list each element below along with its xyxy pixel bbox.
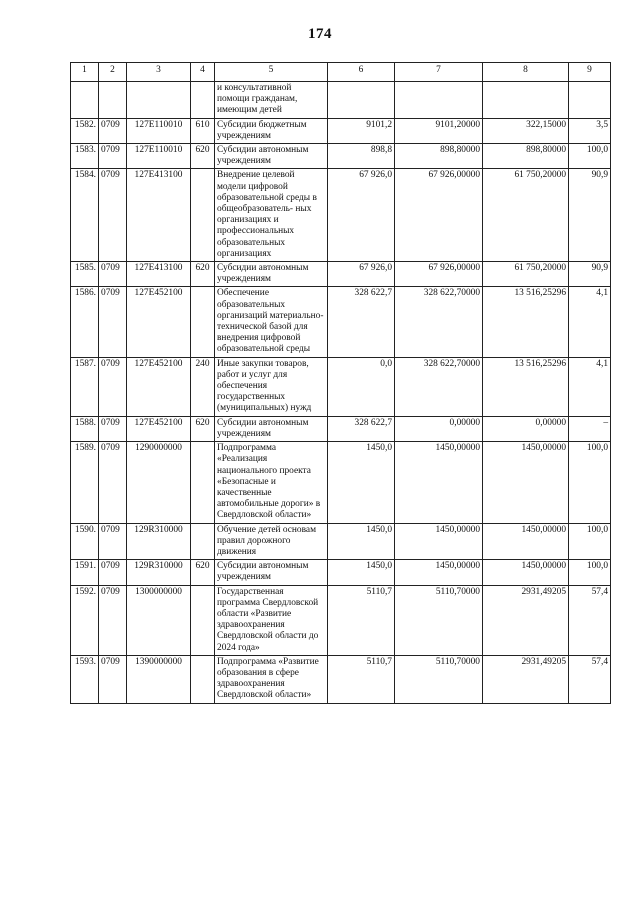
section-code-cell	[99, 82, 127, 119]
execution-percent-cell: 100,0	[569, 560, 611, 585]
plan-amount-cell: 898,8	[328, 144, 395, 169]
item-name-cell: Обучение детей основам правил дорожного движения	[215, 523, 328, 560]
column-header: 8	[483, 63, 569, 82]
target-article-cell: 127E110010	[127, 118, 191, 143]
execution-percent-cell: 4,1	[569, 357, 611, 416]
plan-amount-cell: 9101,2	[328, 118, 395, 143]
target-article-cell: 127E413100	[127, 262, 191, 287]
plan-amount-cell: 328 622,7	[328, 287, 395, 357]
executed-amount-cell: 322,15000	[483, 118, 569, 143]
execution-percent-cell: 3,5	[569, 118, 611, 143]
execution-percent-cell: 100,0	[569, 442, 611, 523]
plan-amount-cell: 67 926,0	[328, 169, 395, 262]
table-row	[71, 655, 611, 703]
plan-amount-cell: 5110,7	[328, 585, 395, 655]
expense-type-cell: 620	[191, 144, 215, 169]
plan-amount-cell: 0,0	[328, 357, 395, 416]
section-code-cell: 0709	[99, 416, 127, 441]
item-name-cell: Субсидии автономным учреждениям	[215, 560, 328, 585]
approved-amount-cell: 5110,70000	[395, 655, 483, 703]
item-name-cell: Иные закупки товаров, работ и услуг для обеспечения государственных (муниципальных) нужд	[215, 357, 328, 416]
item-name-cell: Субсидии бюджетным учреждениям	[215, 118, 328, 143]
approved-amount-cell: 898,80000	[395, 144, 483, 169]
row-number-cell: 1586.	[71, 287, 99, 357]
plan-amount-cell	[328, 82, 395, 119]
execution-percent-cell: 90,9	[569, 262, 611, 287]
target-article-cell	[127, 82, 191, 119]
execution-percent-cell	[569, 82, 611, 119]
executed-amount-cell: 2931,49205	[483, 655, 569, 703]
table-row	[71, 523, 611, 560]
plan-amount-cell: 1450,0	[328, 442, 395, 523]
row-number-cell: 1593.	[71, 655, 99, 703]
approved-amount-cell: 1450,00000	[395, 523, 483, 560]
section-code-cell: 0709	[99, 169, 127, 262]
executed-amount-cell: 13 516,25296	[483, 287, 569, 357]
executed-amount-cell: 0,00000	[483, 416, 569, 441]
execution-percent-cell: 100,0	[569, 523, 611, 560]
executed-amount-cell: 1450,00000	[483, 523, 569, 560]
target-article-cell: 127E452100	[127, 416, 191, 441]
expense-type-cell	[191, 655, 215, 703]
execution-percent-cell: 90,9	[569, 169, 611, 262]
table-row	[71, 442, 611, 523]
table-row	[71, 357, 611, 416]
item-name-cell: Обеспечение образовательных организаций материально- технической базой для внедрения цифровой образовательной среды	[215, 287, 328, 357]
section-code-cell: 0709	[99, 585, 127, 655]
section-code-cell: 0709	[99, 442, 127, 523]
approved-amount-cell: 328 622,70000	[395, 357, 483, 416]
row-number-cell: 1588.	[71, 416, 99, 441]
table-row	[71, 416, 611, 441]
section-code-cell: 0709	[99, 523, 127, 560]
column-number-header-row	[71, 63, 611, 82]
expense-type-cell: 620	[191, 262, 215, 287]
target-article-cell: 1390000000	[127, 655, 191, 703]
row-number-cell: 1583.	[71, 144, 99, 169]
budget-table	[70, 62, 611, 704]
table-row	[71, 144, 611, 169]
row-number-cell: 1582.	[71, 118, 99, 143]
expense-type-cell	[191, 287, 215, 357]
row-number-cell: 1589.	[71, 442, 99, 523]
executed-amount-cell: 61 750,20000	[483, 169, 569, 262]
column-header: 5	[215, 63, 328, 82]
executed-amount-cell: 61 750,20000	[483, 262, 569, 287]
executed-amount-cell: 898,80000	[483, 144, 569, 169]
column-header: 9	[569, 63, 611, 82]
approved-amount-cell: 67 926,00000	[395, 262, 483, 287]
executed-amount-cell: 1450,00000	[483, 442, 569, 523]
target-article-cell: 127E452100	[127, 287, 191, 357]
item-name-cell: Подпрограмма «Развитие образования в сфере здравоохранения Свердловской области»	[215, 655, 328, 703]
table-row	[71, 262, 611, 287]
item-name-cell: и консультативной помощи гражданам, имеющим детей	[215, 82, 328, 119]
approved-amount-cell: 5110,70000	[395, 585, 483, 655]
expense-type-cell: 610	[191, 118, 215, 143]
target-article-cell: 127E413100	[127, 169, 191, 262]
column-header: 7	[395, 63, 483, 82]
table-row	[71, 118, 611, 143]
target-article-cell: 129R310000	[127, 560, 191, 585]
execution-percent-cell: 57,4	[569, 655, 611, 703]
plan-amount-cell: 67 926,0	[328, 262, 395, 287]
expense-type-cell	[191, 169, 215, 262]
section-code-cell: 0709	[99, 560, 127, 585]
approved-amount-cell: 0,00000	[395, 416, 483, 441]
expense-type-cell: 620	[191, 560, 215, 585]
row-number-cell: 1591.	[71, 560, 99, 585]
item-name-cell: Государственная программа Свердловской области «Развитие здравоохранения Свердловской области до 2024 года»	[215, 585, 328, 655]
table-row	[71, 585, 611, 655]
execution-percent-cell: 57,4	[569, 585, 611, 655]
plan-amount-cell: 5110,7	[328, 655, 395, 703]
execution-percent-cell: 100,0	[569, 144, 611, 169]
section-code-cell: 0709	[99, 287, 127, 357]
execution-percent-cell: –	[569, 416, 611, 441]
expense-type-cell: 620	[191, 416, 215, 441]
section-code-cell: 0709	[99, 262, 127, 287]
target-article-cell: 1290000000	[127, 442, 191, 523]
table-row	[71, 169, 611, 262]
item-name-cell: Подпрограмма «Реализация национального проекта «Безопасные и качественные автомобильные дороги» в Свердловской области»	[215, 442, 328, 523]
item-name-cell: Внедрение целевой модели цифровой образовательной среды в общеобразователь- ных организациях и профессиональных образовательных организациях	[215, 169, 328, 262]
executed-amount-cell: 1450,00000	[483, 560, 569, 585]
row-number-cell: 1592.	[71, 585, 99, 655]
plan-amount-cell: 1450,0	[328, 560, 395, 585]
plan-amount-cell: 1450,0	[328, 523, 395, 560]
page-number: 174	[308, 26, 332, 42]
target-article-cell: 127E110010	[127, 144, 191, 169]
row-number-cell: 1590.	[71, 523, 99, 560]
row-number-cell: 1584.	[71, 169, 99, 262]
target-article-cell: 127E452100	[127, 357, 191, 416]
target-article-cell: 129R310000	[127, 523, 191, 560]
approved-amount-cell: 67 926,00000	[395, 169, 483, 262]
section-code-cell: 0709	[99, 118, 127, 143]
item-name-cell: Субсидии автономным учреждениям	[215, 144, 328, 169]
expense-type-cell	[191, 82, 215, 119]
column-header: 2	[99, 63, 127, 82]
column-header: 6	[328, 63, 395, 82]
approved-amount-cell: 328 622,70000	[395, 287, 483, 357]
column-header: 1	[71, 63, 99, 82]
row-number-cell	[71, 82, 99, 119]
target-article-cell: 1300000000	[127, 585, 191, 655]
table-row	[71, 287, 611, 357]
expense-type-cell	[191, 523, 215, 560]
approved-amount-cell: 1450,00000	[395, 442, 483, 523]
table-row	[71, 82, 611, 119]
expense-type-cell: 240	[191, 357, 215, 416]
plan-amount-cell: 328 622,7	[328, 416, 395, 441]
executed-amount-cell	[483, 82, 569, 119]
approved-amount-cell	[395, 82, 483, 119]
row-number-cell: 1587.	[71, 357, 99, 416]
executed-amount-cell: 2931,49205	[483, 585, 569, 655]
approved-amount-cell: 1450,00000	[395, 560, 483, 585]
expense-type-cell	[191, 585, 215, 655]
column-header: 4	[191, 63, 215, 82]
section-code-cell: 0709	[99, 144, 127, 169]
executed-amount-cell: 13 516,25296	[483, 357, 569, 416]
execution-percent-cell: 4,1	[569, 287, 611, 357]
table-row	[71, 560, 611, 585]
section-code-cell: 0709	[99, 655, 127, 703]
column-header: 3	[127, 63, 191, 82]
item-name-cell: Субсидии автономным учреждениям	[215, 416, 328, 441]
section-code-cell: 0709	[99, 357, 127, 416]
approved-amount-cell: 9101,20000	[395, 118, 483, 143]
expense-type-cell	[191, 442, 215, 523]
item-name-cell: Субсидии автономным учреждениям	[215, 262, 328, 287]
row-number-cell: 1585.	[71, 262, 99, 287]
